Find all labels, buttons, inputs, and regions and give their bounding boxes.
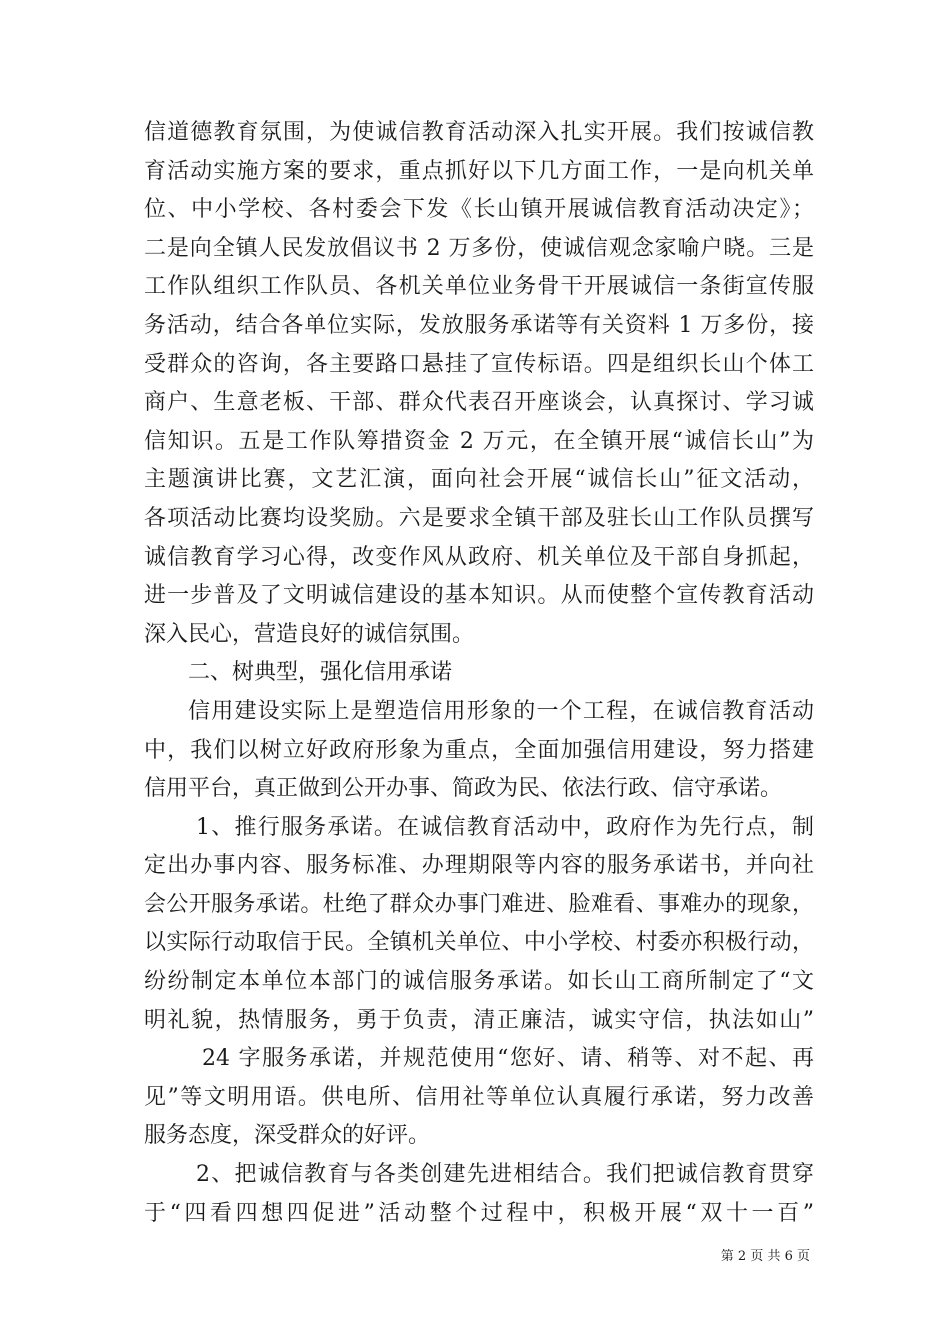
text-line: 二是向全镇人民发放倡议书 2 万多份，使诚信观念家喻户晓。三是 [144,235,814,261]
text-line: 信用平台，真正做到公开办事、简政为民、依法行政、信守承诺。 [144,776,783,802]
text-line: 于“四看四想四促进”活动整个过程中，积极开展“双十一百” [144,1200,814,1226]
text-line: 务活动，结合各单位实际，发放服务承诺等有关资料 1 万多份，接 [144,312,814,338]
text-line: 定出办事内容、服务标准、办理期限等内容的服务承诺书，并向社 [144,853,814,879]
text-line: 1、推行服务承诺。在诚信教育活动中，政府作为先行点，制 [196,814,814,840]
text-line: 工作队组织工作队员、各机关单位业务骨干开展诚信一条街宣传服 [144,274,814,300]
text-line: 位、中小学校、各村委会下发《长山镇开展诚信教育活动决定》； [144,197,814,223]
text-line: 深入民心，营造良好的诚信氛围。 [144,621,475,647]
text-line: 见”等文明用语。供电所、信用社等单位认真履行承诺，努力改善 [144,1084,814,1110]
text-line: 商户、生意老板、干部、群众代表召开座谈会，认真探讨、学习诚 [144,390,814,416]
text-line: 服务态度，深受群众的好评。 [144,1123,431,1149]
text-line: 信用建设实际上是塑造信用形象的一个工程，在诚信教育活动 [188,698,814,724]
text-line: 24 字服务承诺，并规范使用“您好、请、稍等、对不起、再 [202,1046,814,1072]
text-line: 明礼貌，热情服务，勇于负责，清正廉洁，诚实守信，执法如山” [144,1007,814,1033]
text-line: 纷纷制定本单位本部门的诚信服务承诺。如长山工商所制定了“文 [144,969,814,995]
text-line: 信道德教育氛围，为使诚信教育活动深入扎实开展。我们按诚信教 [144,120,814,145]
text-line: 受群众的咨询，各主要路口悬挂了宣传标语。四是组织长山个体工 [144,351,814,377]
text-line: 育活动实施方案的要求，重点抓好以下几方面工作，一是向机关单 [144,158,814,184]
text-line: 2、把诚信教育与各类创建先进相结合。我们把诚信教育贯穿 [196,1162,814,1188]
text-line: 以实际行动取信于民。全镇机关单位、中小学校、村委亦积极行动， [144,930,814,956]
text-line: 主题演讲比赛，文艺汇演，面向社会开展“诚信长山”征文活动， [144,467,814,493]
text-line: 诚信教育学习心得，改变作风从政府、机关单位及干部自身抓起， [144,544,814,570]
text-line: 进一步普及了文明诚信建设的基本知识。从而使整个宣传教育活动 [144,583,814,609]
text-line: 中，我们以树立好政府形象为重点，全面加强信用建设，努力搭建 [144,737,814,763]
text-line: 二、树典型，强化信用承诺 [188,660,453,686]
text-line: 信知识。五是工作队筹措资金 2 万元，在全镇开展“诚信长山”为 [144,428,814,454]
text-line: 会公开服务承诺。杜绝了群众办事门难进、脸难看、事难办的现象， [144,891,814,917]
text-line: 各项活动比赛均设奖励。六是要求全镇干部及驻长山工作队员撰写 [144,505,814,531]
document-body [144,114,814,1233]
page-number-footer: 第 2 页 共 6 页 [720,1249,810,1264]
